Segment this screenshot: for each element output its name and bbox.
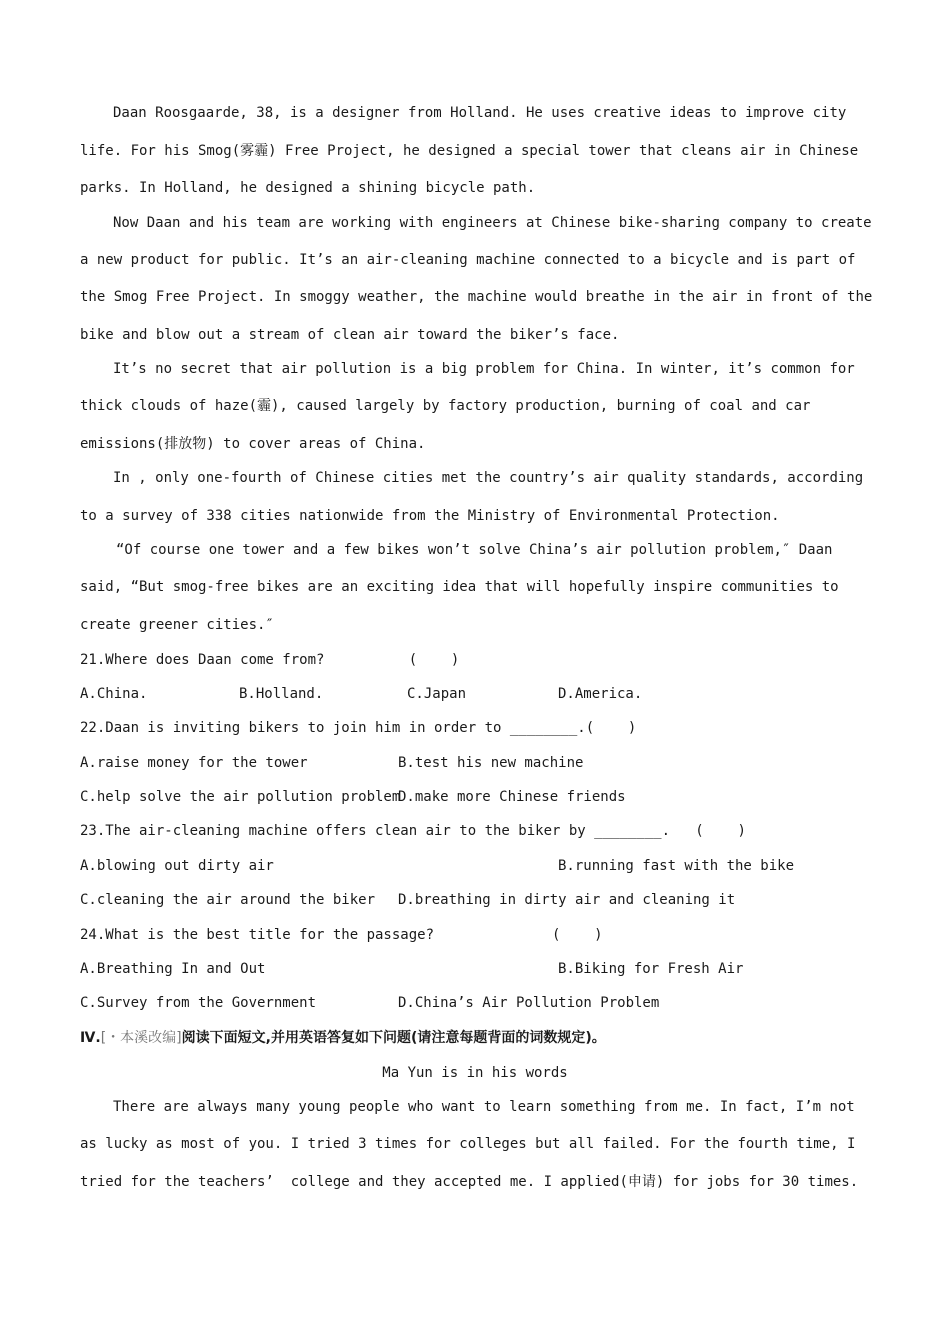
passage-line: Now Daan and his team are working with engineers at Chinese bike-sharing company to create — [113, 215, 872, 231]
section-4-source: [・本溪改编] — [100, 1030, 182, 1046]
section-4-title: Ma Yun is in his words — [382, 1065, 568, 1081]
passage-line: said, “But smog-free bikes are an exciting idea that will hopefully inspire communities to — [80, 579, 839, 595]
question-22-option-c: C.help solve the air pollution problem — [80, 789, 401, 805]
passage-line: a new product for public. It’s an air-cleaning machine connected to a bicycle and is part of — [80, 252, 856, 268]
passage-line: In , only one-fourth of Chinese cities met the country’s air quality standards, according — [113, 470, 864, 486]
passage-line: It’s no secret that air pollution is a big problem for China. In winter, it’s common for — [113, 361, 855, 377]
passage-line: “Of course one tower and a few bikes won’t solve China’s air pollution problem,″ Daan — [116, 542, 833, 558]
question-22-option-b: B.test his new machine — [398, 755, 584, 771]
question-24-option-a: A.Breathing In and Out — [80, 961, 266, 977]
section-4-line: There are always many young people who want to learn something from me. In fact, I’m not — [113, 1099, 855, 1115]
passage-line: the Smog Free Project. In smoggy weather, the machine would breathe in the air in front of the — [80, 289, 873, 305]
passage-line: Daan Roosgaarde, 38, is a designer from Holland. He uses creative ideas to improve city — [113, 105, 847, 121]
question-23-option-b: B.running fast with the bike — [558, 858, 795, 874]
question-23-stem: 23.The air-cleaning machine offers clean air to the biker by ________. ( ) — [80, 823, 746, 839]
passage-line: parks. In Holland, he designed a shining bicycle path. — [80, 180, 536, 196]
question-21-option-a: A.China. — [80, 686, 148, 702]
passage-line: to a survey of 338 cities nationwide from the Ministry of Environmental Protection. — [80, 508, 780, 524]
passage-line: emissions(排放物) to cover areas of China. — [80, 436, 426, 452]
passage-line: thick clouds of haze(霾), caused largely by factory production, burning of coal and car — [80, 398, 811, 414]
question-23-option-d: D.breathing in dirty air and cleaning it — [398, 892, 736, 908]
passage-line: create greener cities.″ — [80, 617, 274, 633]
section-4-roman: Ⅳ. — [80, 1030, 101, 1046]
passage-line: bike and blow out a stream of clean air toward the biker’s face. — [80, 327, 620, 343]
question-22-option-d: D.make more Chinese friends — [398, 789, 626, 805]
passage-line: life. For his Smog(雾霾) Free Project, he designed a special tower that cleans air in Chinese — [80, 143, 859, 159]
question-24-option-c: C.Survey from the Government — [80, 995, 317, 1011]
question-24-option-b: B.Biking for Fresh Air — [558, 961, 744, 977]
question-21-option-c: C.Japan — [407, 686, 467, 702]
question-21-option-b: B.Holland. — [239, 686, 324, 702]
question-22-stem: 22.Daan is inviting bikers to join him in order to ________.( ) — [80, 720, 637, 736]
question-24-option-d: D.China’s Air Pollution Problem — [398, 995, 660, 1011]
section-4-line: as lucky as most of you. I tried 3 times for colleges but all failed. For the fourth time, I — [80, 1136, 856, 1152]
question-23-option-a: A.blowing out dirty air — [80, 858, 274, 874]
section-4-heading — [80, 1028, 606, 1048]
section-4-line: tried for the teachers’ college and they accepted me. I applied(申请) for jobs for 30 times. — [80, 1174, 859, 1190]
question-24-stem: 24.What is the best title for the passage? ( ) — [80, 927, 603, 943]
question-23-option-c: C.cleaning the air around the biker — [80, 892, 376, 908]
section-4-instruction: 阅读下面短文,并用英语答复如下问题(请注意每题背面的词数规定)。 — [181, 1030, 606, 1046]
question-21-option-d: D.America. — [558, 686, 643, 702]
question-22-option-a: A.raise money for the tower — [80, 755, 308, 771]
question-21-stem: 21.Where does Daan come from? ( ) — [80, 652, 460, 668]
